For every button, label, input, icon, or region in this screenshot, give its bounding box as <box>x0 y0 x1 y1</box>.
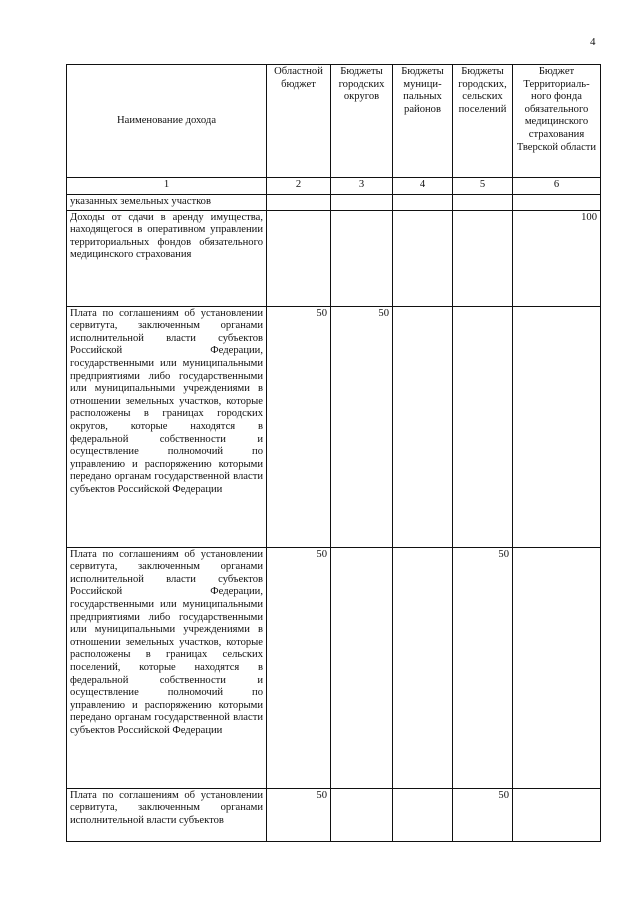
value-cell: 50 <box>267 788 331 841</box>
header-city-district-budgets: Бюджеты городских округов <box>331 65 393 178</box>
column-number: 3 <box>331 178 393 195</box>
value-cell <box>331 210 393 306</box>
value-cell <box>453 210 513 306</box>
value-cell: 50 <box>453 547 513 788</box>
table-row <box>67 306 601 547</box>
value-cell <box>393 210 453 306</box>
column-number: 1 <box>67 178 267 195</box>
income-name-cell: указанных земельных участков <box>67 195 267 211</box>
value-cell <box>513 306 601 547</box>
value-cell <box>513 195 601 211</box>
column-number-row <box>67 178 601 195</box>
value-cell <box>331 195 393 211</box>
column-number: 6 <box>513 178 601 195</box>
value-cell <box>453 306 513 547</box>
value-cell: 100 <box>513 210 601 306</box>
header-municipal-district-budgets: Бюджеты муници-пальных районов <box>393 65 453 178</box>
value-cell <box>393 195 453 211</box>
value-cell <box>393 547 453 788</box>
value-cell: 50 <box>267 547 331 788</box>
column-number: 5 <box>453 178 513 195</box>
value-cell: 50 <box>453 788 513 841</box>
value-cell <box>453 195 513 211</box>
value-cell <box>267 210 331 306</box>
table-header-row <box>67 65 601 178</box>
table-row <box>67 210 601 306</box>
column-number: 2 <box>267 178 331 195</box>
table-row <box>67 195 601 211</box>
value-cell <box>393 788 453 841</box>
header-regional-budget: Областной бюджет <box>267 65 331 178</box>
revenue-distribution-table <box>66 64 601 842</box>
value-cell <box>513 547 601 788</box>
table-row <box>67 788 601 841</box>
income-name-cell: Доходы от сдачи в аренду имущества, находящегося в оперативном управлении территориальных фондов обязательного медицинского страхования <box>67 210 267 306</box>
header-medical-insurance-fund-budget: Бюджет Территориаль-ного фонда обязательного медицинского страхования Тверской области <box>513 65 601 178</box>
value-cell <box>393 306 453 547</box>
value-cell <box>331 547 393 788</box>
table-row <box>67 547 601 788</box>
header-income-name: Наименование дохода <box>67 65 267 178</box>
value-cell: 50 <box>331 306 393 547</box>
value-cell <box>513 788 601 841</box>
income-name-cell: Плата по соглашениям об установлении сервитута, заключенным органами исполнительной власти субъектов Российской Федерации, государственными или муниципальными предприятиями либо государственными или муниципальными учреждениями в отношении земельных участков, которые расположены в границах сельских поселений, которые находятся в федеральной собственности и осуществление полномочий по управлению и распоряжению которыми передано органам государственной власти субъектов Российской Федерации <box>67 547 267 788</box>
income-name-cell: Плата по соглашениям об установлении сервитута, заключенным органами исполнительной власти субъектов Российской Федерации, государственными или муниципальными предприятиями либо государственными или муниципальными учреждениями в отношении земельных участков, которые расположены в границах городских округов, которые находятся в федеральной собственности и осуществление полномочий по управлению и распоряжению которыми передано органам государственной власти субъектов Российской Федерации <box>67 306 267 547</box>
value-cell <box>267 195 331 211</box>
income-name-cell: Плата по соглашениям об установлении сервитута, заключенным органами исполнительной власти субъектов <box>67 788 267 841</box>
page-number: 4 <box>590 36 596 48</box>
header-settlement-budgets: Бюджеты городских, сельских поселений <box>453 65 513 178</box>
column-number: 4 <box>393 178 453 195</box>
value-cell <box>331 788 393 841</box>
value-cell: 50 <box>267 306 331 547</box>
